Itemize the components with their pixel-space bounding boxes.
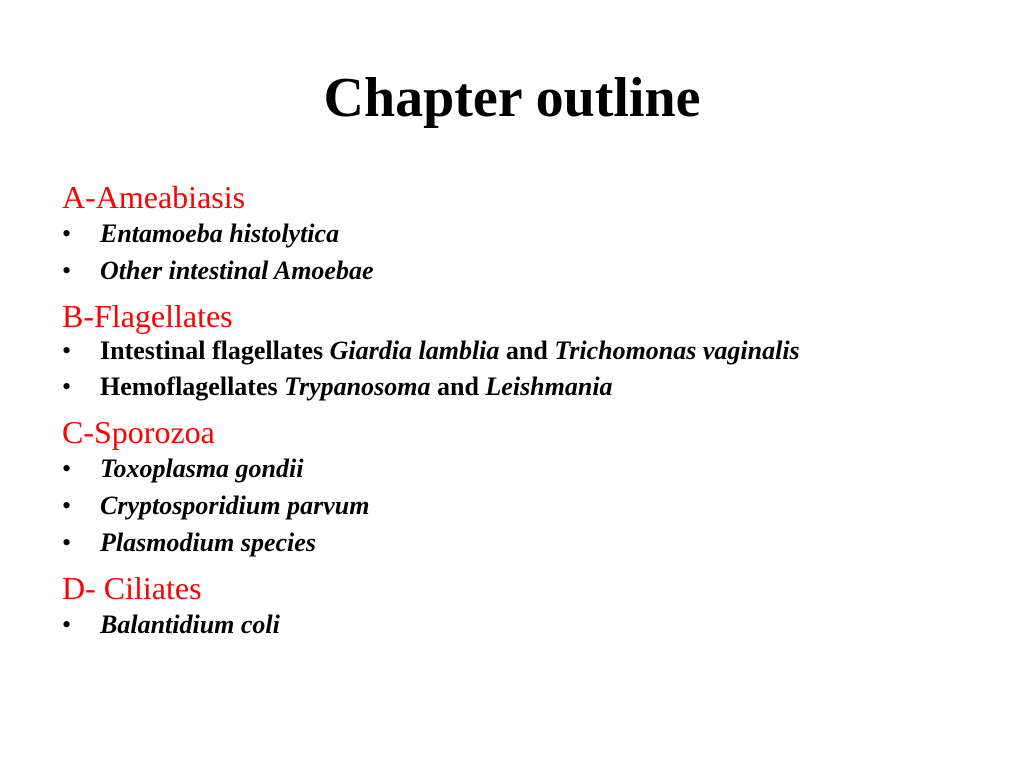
group-label: Intestinal flagellates — [100, 336, 330, 365]
conjunction: and — [499, 336, 555, 365]
bullet-icon: • — [62, 528, 72, 557]
list-item — [62, 219, 962, 248]
section-heading-flagellates: B-Flagellates — [62, 298, 233, 334]
list-item — [62, 256, 962, 285]
organism-name: Entamoeba histolytica — [100, 219, 340, 248]
list-item — [62, 491, 962, 520]
chapter-outline — [62, 174, 962, 647]
bullet-icon: • — [62, 372, 72, 401]
organism-name: Cryptosporidium parvum — [100, 491, 370, 520]
organism-name: Leishmania — [485, 372, 613, 401]
list-item — [62, 372, 962, 401]
organism-name: Other intestinal Amoebae — [100, 256, 374, 285]
slide-title: Chapter outline — [323, 67, 701, 129]
bullet-icon: • — [62, 610, 72, 639]
organism-name: Trichomonas vaginalis — [554, 336, 800, 365]
list-item — [62, 338, 962, 364]
bullet-icon: • — [62, 219, 72, 248]
organism-name: Giardia lamblia — [329, 336, 500, 365]
list-item — [62, 454, 962, 483]
organism-name: Plasmodium species — [100, 528, 316, 557]
list-item — [62, 610, 962, 639]
section-heading-ameabiasis: A-Ameabiasis — [62, 179, 246, 215]
group-label: Hemoflagellates — [100, 372, 285, 401]
organism-name: Balantidium coli — [100, 610, 280, 639]
section-heading-sporozoa: C-Sporozoa — [62, 414, 215, 450]
organism-name: Toxoplasma gondii — [100, 454, 304, 483]
bullet-icon: • — [62, 256, 72, 285]
list-item — [62, 528, 962, 557]
section-heading-ciliates: D- Ciliates — [62, 570, 202, 606]
organism-name: Trypanosoma — [284, 372, 431, 401]
conjunction: and — [430, 372, 486, 401]
bullet-icon: • — [62, 491, 72, 520]
bullet-icon: • — [62, 454, 72, 483]
bullet-icon: • — [62, 336, 72, 365]
